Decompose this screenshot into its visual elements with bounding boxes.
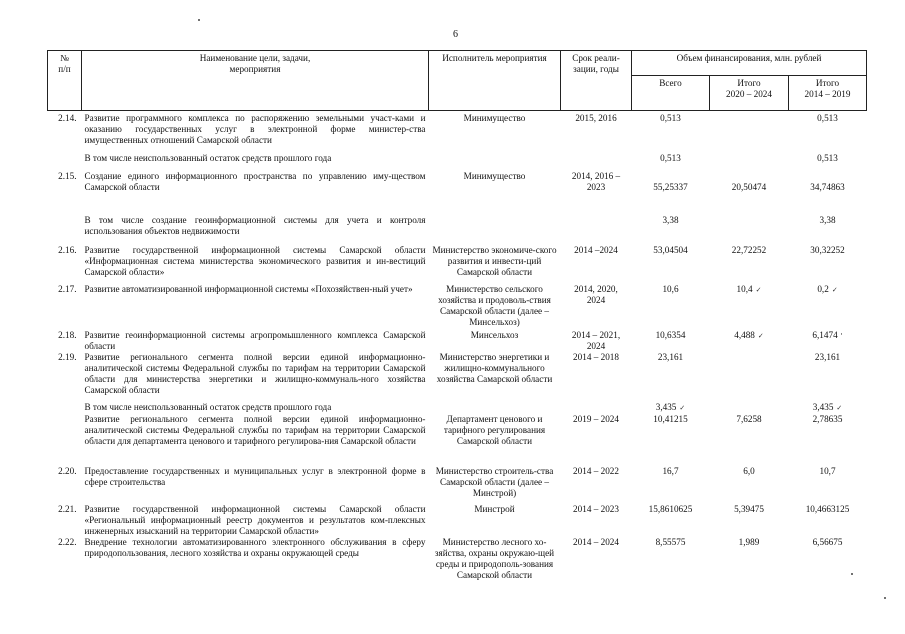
row-name: Развитие автоматизированной информационной системы «Похозяйствен-ный учет» xyxy=(84,284,413,294)
row-name-cell xyxy=(82,414,429,466)
row-executor: Департамент ценового и тарифного регулирования Самарской области xyxy=(443,414,546,446)
row-total-2020-2024-cell xyxy=(710,111,789,154)
row-total-2020-2024-cell xyxy=(710,330,789,352)
header-sub-b xyxy=(789,76,867,111)
row-total: 10,41215 xyxy=(653,414,688,424)
row-total-cell xyxy=(632,153,710,171)
header-num xyxy=(48,51,82,111)
row-name: Развитие геоинформационной системы агропромышленного комплекса Самарской области xyxy=(84,330,426,351)
row-total-cell xyxy=(632,284,710,330)
check-mark-icon: ✓ xyxy=(757,332,764,340)
row-term: 2014, 2020, 2024 xyxy=(574,284,618,305)
row-term-cell xyxy=(561,352,632,402)
check-mark-icon: ✓ xyxy=(831,286,838,294)
row-total-2020-2024-cell xyxy=(710,215,789,245)
row-total-2020-2024: 1,989 xyxy=(738,537,760,547)
row-total-cell xyxy=(632,330,710,352)
header-term xyxy=(561,51,632,111)
row-total-2020-2024-cell xyxy=(710,153,789,171)
row-number-cell xyxy=(48,402,82,414)
row-number-cell xyxy=(48,171,82,215)
row-total-2014-2019-cell xyxy=(789,153,867,171)
row-name-cell xyxy=(82,111,429,154)
row-total-2020-2024: 4,488 xyxy=(734,330,755,340)
row-total: 3,435 xyxy=(655,402,677,412)
row-name-cell xyxy=(82,330,429,352)
row-total-2014-2019: 3,38 xyxy=(819,215,836,225)
row-executor-cell xyxy=(429,171,561,215)
row-executor-cell xyxy=(429,537,561,585)
row-term: 2015, 2016 xyxy=(575,113,617,123)
row-term-cell xyxy=(561,330,632,352)
row-number-cell xyxy=(48,245,82,284)
scan-speck xyxy=(884,597,886,599)
row-total: 0,513 xyxy=(660,153,681,163)
row-executor-cell xyxy=(429,215,561,245)
table-row xyxy=(48,284,867,330)
row-term-cell xyxy=(561,171,632,215)
row-name-cell xyxy=(82,171,429,215)
row-name: Внедрение технологии автоматизированного электронного обслуживания в сферу природопользования, лесного хозяйства и охраны окружающей среды xyxy=(84,537,426,558)
row-term: 2014 – 2023 xyxy=(573,504,619,514)
row-total: 10,6 xyxy=(662,284,679,294)
row-total: 53,04504 xyxy=(653,245,688,255)
row-number: 2.22. xyxy=(58,537,77,547)
row-number: 2.17. xyxy=(58,284,77,294)
row-total-2014-2019-cell xyxy=(789,504,867,537)
header-total xyxy=(632,76,710,111)
row-executor: Министерство строитель-ства Самарской области (далее – Минстрой) xyxy=(435,466,554,498)
row-total-2014-2019-cell xyxy=(789,402,867,414)
row-name-cell xyxy=(82,352,429,402)
header-executor xyxy=(429,51,561,111)
row-total-2014-2019-cell xyxy=(789,111,867,154)
row-total-cell xyxy=(632,414,710,466)
row-total: 23,161 xyxy=(657,352,684,362)
row-name-cell xyxy=(82,245,429,284)
row-number-cell xyxy=(48,466,82,504)
page-number: 6 xyxy=(453,29,458,40)
row-total-2020-2024: 7,6258 xyxy=(736,414,762,424)
row-total-2020-2024-cell xyxy=(710,466,789,504)
table-row xyxy=(48,352,867,402)
table-row xyxy=(48,171,867,215)
row-total-2020-2024-cell xyxy=(710,171,789,215)
row-name: Развитие программного комплекса по распоряжению земельными участ-ками и оказанию государственных услуг в электронной форме министер-ства имущественных отношений Самарской области xyxy=(84,113,426,145)
row-term: 2014 –2024 xyxy=(574,245,618,255)
row-name: Создание единого информационного пространства по управлению иму-ществом Самарской области xyxy=(84,171,426,192)
row-number: 2.14. xyxy=(58,113,77,123)
row-executor-cell xyxy=(429,402,561,414)
row-term-cell xyxy=(561,537,632,585)
row-executor: Министерство энергетики и жилищно-коммунального хозяйства Самарской области xyxy=(436,352,553,384)
header-funding xyxy=(632,51,867,76)
row-total-cell xyxy=(632,352,710,402)
row-total: 10,6354 xyxy=(655,330,686,340)
row-total-2020-2024-cell xyxy=(710,414,789,466)
row-name: Развитие регионального сегмента полной версии единой информационно-аналитической системы Федеральной службы по тарифам на территории Самарской области для министерства энергетики и жилищно-коммуналь-ного хозяйства Самарской области xyxy=(84,352,426,395)
row-executor-cell xyxy=(429,352,561,402)
table-row xyxy=(48,402,867,414)
row-total-2020-2024: 20,50474 xyxy=(731,182,767,192)
header-name xyxy=(82,51,429,111)
row-term-cell xyxy=(561,245,632,284)
row-number-cell xyxy=(48,504,82,537)
header-num-text: № п/п xyxy=(58,53,71,74)
row-total-2014-2019: 6,1474 xyxy=(812,330,838,340)
row-name: В том числе создание геоинформационной системы для учета и контроля использования объектов недвижимости xyxy=(84,215,426,236)
header-name-text: Наименование цели, задачи, мероприятия xyxy=(199,53,311,74)
row-executor: Минсельхоз xyxy=(470,330,519,340)
row-total-2014-2019-cell xyxy=(789,537,867,585)
header-sub-a-text: Итого 2020 – 2024 xyxy=(726,78,772,99)
row-total-2020-2024-cell xyxy=(710,402,789,414)
scan-speck xyxy=(851,573,853,575)
row-total-2014-2019: 34,74863 xyxy=(810,182,845,192)
row-number: 2.19. xyxy=(58,352,77,362)
header-executor-text: Исполнитель мероприятия xyxy=(442,53,547,63)
table-row xyxy=(48,504,867,537)
row-total-2014-2019-cell xyxy=(789,352,867,402)
check-mark-icon: ✓ xyxy=(755,286,762,294)
check-mark-icon: ✓ xyxy=(836,404,843,412)
row-total-cell xyxy=(632,504,710,537)
row-executor-cell xyxy=(429,504,561,537)
row-number-cell xyxy=(48,414,82,466)
row-total-2014-2019-cell xyxy=(789,330,867,352)
header-funding-text: Объем финансирования, млн. рублей xyxy=(676,53,822,63)
row-executor: Министерство экономиче-ского развития и инвести-ций Самарской области xyxy=(432,245,557,277)
row-total: 16,7 xyxy=(662,466,679,476)
row-executor: Минимущество xyxy=(463,171,526,181)
row-term: 2014 – 2022 xyxy=(573,466,619,476)
row-total-2020-2024: 22,72252 xyxy=(731,245,767,255)
row-term: 2014 – 2021, 2024 xyxy=(571,330,621,351)
row-name: В том числе неиспользованный остаток средств прошлого года xyxy=(84,153,332,163)
row-number: 2.16. xyxy=(58,245,77,255)
row-name: Предоставление государственных и муниципальных услуг в электронной форме в сфере строительства xyxy=(84,466,426,487)
row-total-cell xyxy=(632,215,710,245)
row-total-2014-2019: 0,513 xyxy=(817,153,838,163)
funding-table xyxy=(47,50,867,585)
row-total: 3,38 xyxy=(662,215,679,225)
row-total-2020-2024-cell xyxy=(710,537,789,585)
row-number-cell xyxy=(48,352,82,402)
row-total-cell xyxy=(632,402,710,414)
row-total-2020-2024-cell xyxy=(710,504,789,537)
row-total: 55,25337 xyxy=(653,182,688,192)
row-name: Развитие государственной информационной системы Самарской области «Региональный информационный реестр документов и результатов ком-плексных инженерных изысканий на территории Самарской области» xyxy=(84,504,426,536)
row-total-2014-2019: 6,56675 xyxy=(812,537,843,547)
row-executor-cell xyxy=(429,466,561,504)
row-name-cell xyxy=(82,153,429,171)
row-term-cell xyxy=(561,111,632,154)
header-total-text: Всего xyxy=(659,78,682,88)
table-row xyxy=(48,245,867,284)
row-executor-cell xyxy=(429,245,561,284)
row-total: 8,55575 xyxy=(655,537,686,547)
row-name-cell xyxy=(82,402,429,414)
row-number-cell xyxy=(48,284,82,330)
row-executor-cell xyxy=(429,111,561,154)
row-total-cell xyxy=(632,171,710,215)
row-term-cell xyxy=(561,414,632,466)
row-total-2014-2019-cell xyxy=(789,215,867,245)
row-total-cell xyxy=(632,466,710,504)
row-total-2020-2024-cell xyxy=(710,245,789,284)
table-row xyxy=(48,330,867,352)
row-executor-cell xyxy=(429,284,561,330)
row-total-2014-2019: 30,32252 xyxy=(810,245,845,255)
scan-speck xyxy=(198,19,200,21)
row-executor: Министерство сельского хозяйства и продоволь-ствия Самарской области (далее – Минсельхоз) xyxy=(438,284,551,327)
table-row xyxy=(48,111,867,154)
row-total-cell xyxy=(632,537,710,585)
row-total-cell xyxy=(632,245,710,284)
row-name: В том числе неиспользованный остаток средств прошлого года xyxy=(84,402,332,412)
row-total-2014-2019: 0,2 xyxy=(817,284,829,294)
header-sub-a xyxy=(710,76,789,111)
table-row xyxy=(48,153,867,171)
table-row xyxy=(48,537,867,585)
row-executor: Министерство лесного хо-зяйства, охраны окружаю-щей среды и природополь-зования Самарской области xyxy=(434,537,555,580)
row-total-2014-2019-cell xyxy=(789,245,867,284)
row-term-cell xyxy=(561,402,632,414)
row-number-cell xyxy=(48,215,82,245)
table-body xyxy=(48,111,867,586)
row-total-2014-2019: 10,7 xyxy=(819,466,836,476)
row-total-cell xyxy=(632,111,710,154)
row-total-2020-2024-cell xyxy=(710,284,789,330)
row-name-cell xyxy=(82,537,429,585)
header-term-text: Срок реали- зации, годы xyxy=(572,53,620,74)
row-total-2014-2019: 0,513 xyxy=(817,113,838,123)
row-executor-cell xyxy=(429,153,561,171)
row-term-cell xyxy=(561,153,632,171)
row-total-2014-2019: 10,4663125 xyxy=(805,504,850,514)
row-total-2020-2024: 6,0 xyxy=(743,466,755,476)
row-total-2014-2019-cell xyxy=(789,171,867,215)
row-name-cell xyxy=(82,284,429,330)
row-executor-cell xyxy=(429,414,561,466)
row-executor-cell xyxy=(429,330,561,352)
row-total: 0,513 xyxy=(660,113,681,123)
row-name: Развитие регионального сегмента полной версии единой информационно-аналитической системы Федеральной службы по тарифам на территории Самарской области для департамента ценового и тарифного регулирова-ния Самарской области xyxy=(84,414,426,446)
row-term: 2014 – 2018 xyxy=(573,352,619,362)
row-name-cell xyxy=(82,504,429,537)
row-number-cell xyxy=(48,153,82,171)
row-total-2014-2019-cell xyxy=(789,414,867,466)
row-number-cell xyxy=(48,330,82,352)
row-number: 2.20. xyxy=(58,466,77,476)
table-row xyxy=(48,215,867,245)
row-total-2014-2019: 23,161 xyxy=(814,352,841,362)
row-number: 2.21. xyxy=(58,504,77,514)
row-total-2014-2019-cell xyxy=(789,284,867,330)
check-mark-icon: ' xyxy=(840,332,843,340)
row-name-cell xyxy=(82,466,429,504)
row-total-2020-2024: 10,4 xyxy=(736,284,753,294)
row-total: 15,8610625 xyxy=(648,504,693,514)
row-term: 2014 – 2024 xyxy=(573,537,619,547)
row-term-cell xyxy=(561,504,632,537)
table-row xyxy=(48,466,867,504)
header-sub-b-text: Итого 2014 – 2019 xyxy=(804,78,851,99)
table-row xyxy=(48,414,867,466)
row-name: Развитие государственной информационной системы Самарской области «Информационная система министерства экономического развития и ин-вестиций Самарской области» xyxy=(84,245,426,277)
row-name-cell xyxy=(82,215,429,245)
row-term-cell xyxy=(561,284,632,330)
row-executor: Минимущество xyxy=(463,113,526,123)
row-total-2014-2019: 2,78635 xyxy=(812,414,843,424)
row-total-2014-2019-cell xyxy=(789,466,867,504)
row-total-2020-2024-cell xyxy=(710,352,789,402)
row-total-2020-2024: 5,39475 xyxy=(734,504,764,514)
row-number-cell xyxy=(48,537,82,585)
row-term: 2019 – 2024 xyxy=(573,414,619,424)
row-term-cell xyxy=(561,466,632,504)
row-number: 2.18. xyxy=(58,330,77,340)
row-total-2014-2019: 3,435 xyxy=(812,402,834,412)
row-number-cell xyxy=(48,111,82,154)
check-mark-icon: ✓ xyxy=(679,404,686,412)
row-term-cell xyxy=(561,215,632,245)
row-number: 2.15. xyxy=(58,171,77,181)
row-executor: Минстрой xyxy=(474,504,515,514)
row-term: 2014, 2016 – 2023 xyxy=(571,171,621,192)
